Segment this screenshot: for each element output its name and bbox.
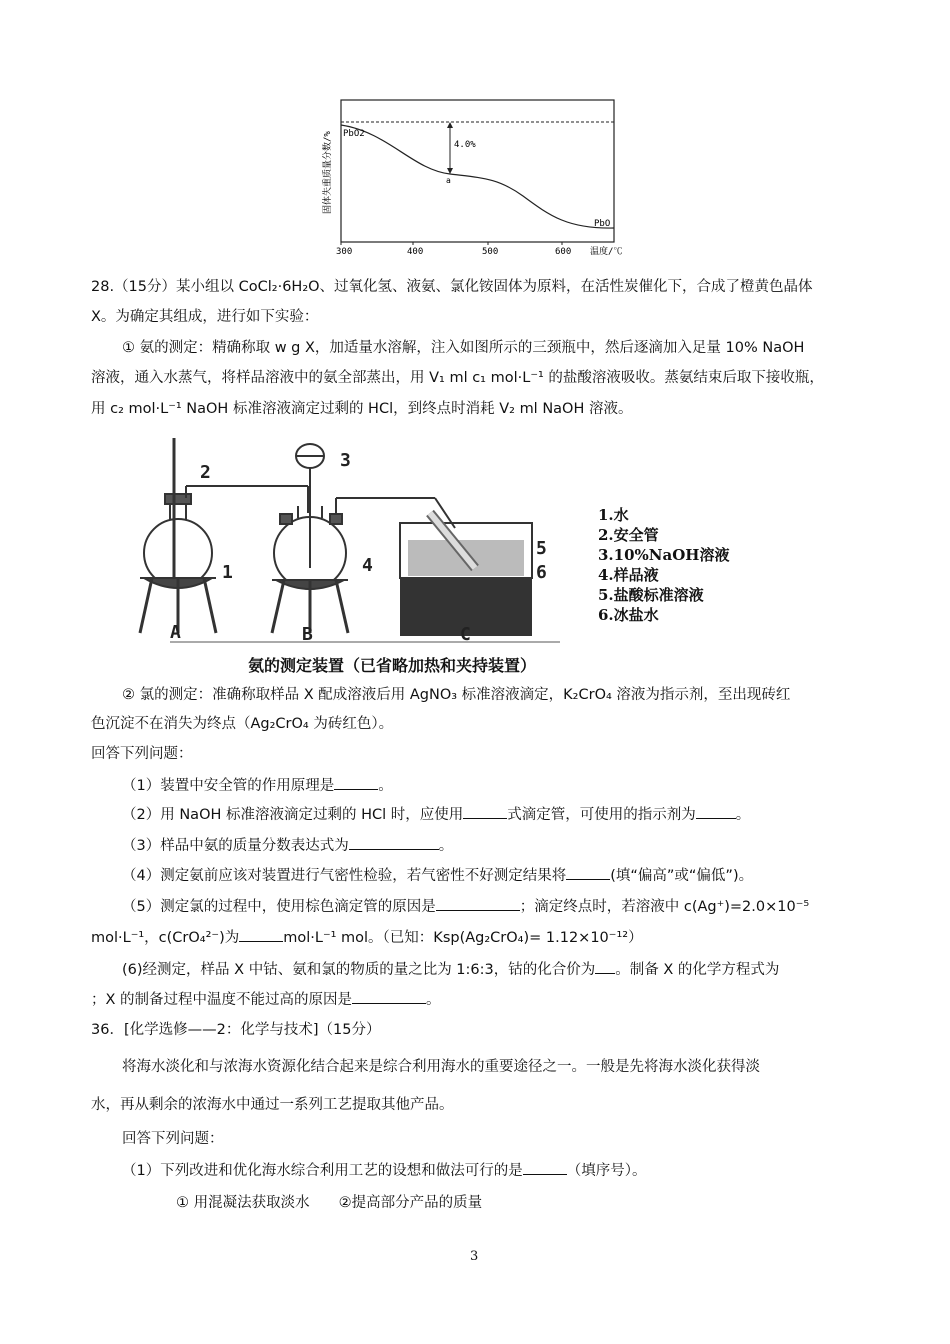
apparatus-label-b: B	[302, 624, 313, 645]
q28-question-5b	[91, 926, 860, 948]
q6-mid: 。制备 X 的化学方程式为	[615, 962, 780, 978]
answer-blank[interactable]	[696, 803, 736, 819]
q28-ammonia-line3: 用 c₂ mol·L⁻¹ NaOH 标准溶液滴定过剩的 HCl，到终点时消耗 V₂ ml NaOH 溶液。	[91, 401, 633, 417]
q5b-end: mol·L⁻¹ mol。（已知：Ksp(Ag₂CrO₄)= 1.12×10⁻¹²）	[283, 930, 643, 946]
q36-title: 36．[化学选修——2：化学与技术]（15分）	[91, 1022, 381, 1038]
q28-ammonia-line1: ① 氨的测定：精确称取 w g X，加适量水溶解，注入如图所示的三颈瓶中，然后逐滴加入足量 10% NaOH	[122, 340, 805, 356]
graph-tick: 400	[407, 247, 424, 257]
q28-question-3	[122, 834, 860, 856]
q28-chlorine-line2: 色沉淀不在消失为终点（Ag₂CrO₄ 为砖红色）。	[91, 716, 394, 732]
q2-text: （2）用 NaOH 标准溶液滴定过剩的 HCl 时，应使用	[122, 807, 464, 823]
q1-text: （1）装置中安全管的作用原理是	[122, 778, 335, 794]
graph-drop: 4.0%	[454, 140, 476, 150]
graph-point: a	[446, 176, 451, 185]
q28-question-1	[122, 774, 860, 796]
q36-intro-line1: 将海水淡化和与浓海水资源化结合起来是综合利用海水的重要途径之一。一般是先将海水淡化获得淡	[122, 1059, 760, 1075]
q28-answer-prompt: 回答下列问题：	[91, 746, 193, 762]
answer-blank[interactable]	[595, 958, 615, 974]
q28-question-2	[122, 803, 860, 825]
q5-mid: ；滴定终点时，若溶液中 c(Ag⁺)=2.0×10⁻⁵	[519, 899, 810, 915]
q4-text: （4）测定氨前应该对装置进行气密性检验，若气密性不好测定结果将	[122, 868, 567, 884]
graph-tick: 500	[482, 247, 499, 257]
answer-blank[interactable]	[463, 803, 507, 819]
graph-label-end: PbO	[594, 219, 611, 229]
q36-intro-line2: 水，再从剩余的浓海水中通过一系列工艺提取其他产品。	[91, 1097, 454, 1113]
apparatus-number: 5	[536, 538, 547, 559]
legend-item: 6.冰盐水	[598, 606, 659, 624]
q2-mid: 式滴定管，可使用的指示剂为	[507, 807, 696, 823]
q5-text: （5）测定氯的过程中，使用棕色滴定管的原因是	[122, 899, 436, 915]
q4-end: (填“偏高”或“偏低”)。	[610, 868, 754, 884]
graph-ylabel: 固体失重质量分数/%	[323, 131, 333, 214]
apparatus-caption: 氨的测定装置（已省略加热和夹持装置）	[248, 656, 537, 675]
apparatus-number: 4	[362, 555, 373, 576]
apparatus-number: 2	[200, 462, 211, 483]
legend-item: 5.盐酸标准溶液	[598, 586, 704, 604]
q6b-end: 。	[426, 992, 441, 1008]
apparatus-number: 6	[536, 562, 547, 583]
answer-blank[interactable]	[352, 988, 426, 1004]
graph-tick: 300	[336, 247, 353, 257]
q28-ammonia-line2: 溶液，通入水蒸气，将样品溶液中的氨全部蒸出，用 V₁ ml c₁ mol·L⁻¹ 的盐酸溶液吸收。蒸氨结束后取下接收瓶，	[91, 370, 824, 386]
answer-blank[interactable]	[334, 774, 378, 790]
q36-options: ① 用混凝法获取淡水 ②提高部分产品的质量	[176, 1195, 483, 1211]
graph-tick: 600	[555, 247, 572, 257]
apparatus-diagram	[130, 428, 570, 646]
q6b-text: ；X 的制备过程中温度不能过高的原因是	[91, 992, 353, 1008]
q36-q1-text: （1）下列改进和优化海水综合利用工艺的设想和做法可行的是	[122, 1163, 523, 1179]
q36-question-1	[122, 1159, 860, 1181]
tga-graph	[318, 92, 638, 262]
answer-blank[interactable]	[239, 926, 283, 942]
q3-text: （3）样品中氨的质量分数表达式为	[122, 838, 349, 854]
legend-item: 2.安全管	[598, 526, 659, 544]
q3-end: 。	[438, 838, 454, 854]
answer-blank[interactable]	[349, 834, 439, 850]
answer-blank[interactable]	[436, 895, 520, 911]
q28-question-5a	[122, 895, 860, 917]
q2-end: 。	[735, 807, 751, 823]
page-number: 3	[470, 1249, 479, 1264]
legend-item: 3.10%NaOH溶液	[598, 546, 730, 564]
q28-question-6b	[91, 988, 860, 1010]
q28-question-4	[122, 864, 860, 886]
q6-text: (6)经测定，样品 X 中钴、氨和氯的物质的量之比为 1:6:3，钴的化合价为	[122, 962, 596, 978]
q36-answer-prompt: 回答下列问题：	[122, 1131, 224, 1147]
apparatus-number: 3	[340, 450, 351, 471]
apparatus-number: 1	[222, 562, 233, 583]
q28-intro-line2: X。为确定其组成，进行如下实验：	[91, 309, 319, 325]
answer-blank[interactable]	[523, 1159, 567, 1175]
legend-item: 4.样品液	[598, 566, 659, 584]
apparatus-legend	[598, 505, 729, 625]
q1-end: 。	[378, 778, 393, 794]
graph-label-start: PbO2	[343, 129, 365, 139]
q28-question-6a	[122, 958, 860, 980]
answer-blank[interactable]	[566, 864, 610, 880]
apparatus-label-c: C	[460, 624, 471, 645]
apparatus-label-a: A	[170, 622, 181, 643]
q28-intro-line1: 28.（15分）某小组以 CoCl₂·6H₂O、过氧化氢、液氨、氯化铵固体为原料，在活性炭催化下，合成了橙黄色晶体	[91, 279, 813, 295]
q5b-text: mol·L⁻¹，c(CrO₄²⁻)为	[91, 930, 240, 946]
graph-xlabel: 温度/℃	[590, 247, 623, 257]
q28-chlorine-line1: ② 氯的测定：准确称取样品 X 配成溶液后用 AgNO₃ 标准溶液滴定，K₂CrO₄ 溶液为指示剂，至出现砖红	[122, 687, 791, 703]
q36-q1-end: （填序号）。	[566, 1163, 647, 1179]
legend-item: 1.水	[598, 506, 629, 524]
